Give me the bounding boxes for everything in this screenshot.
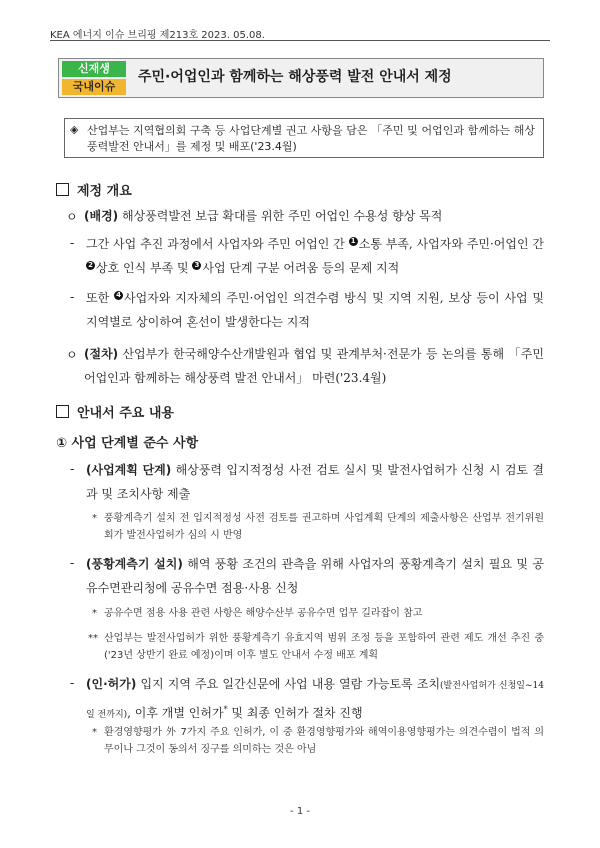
permit-note: 환경영향평가 外 7가지 주요 인허가, 이 중 환경영향평가와 해역이용영향평가는 의견수렴이 법적 의무이나 그것이 동의서 징구를 의미하는 것은 아님: [104, 727, 544, 755]
circled-number-icon: 3: [192, 261, 201, 270]
item-permits: (인·허가) 입지 지역 주요 일간신문에 사업 내용 열람 가능토록 조치(발전사업허가 신청일~14일 전까지), 이후 개별 인허가* 및 최종 인허가 절차 진행: [86, 677, 544, 720]
note-mark: *: [92, 608, 97, 619]
summary-box: [64, 118, 544, 158]
wind-note-2: 산업부는 발전사업허가 위한 풍황계측기 유효지역 범위 조정 등을 포함하여 관련 제도 개선 추진 중('23년 상반기 완료 예정)이며 이후 별도 안내서 수정 배포 계획: [104, 633, 544, 661]
section-heading-contents: 안내서 주요 내용: [56, 402, 174, 421]
dash-icon: -: [70, 462, 75, 476]
background-sub2: 또한 4 사업자와 지자체의 주민·어업인 의견수렴 방식 및 지역 지원, 보상 등이 사업 및 지역별로 상이하여 혼선이 발생한다는 지적: [86, 291, 544, 329]
category-tag: 신재생: [62, 61, 126, 77]
note-mark: *: [92, 513, 97, 524]
checkbox-square-icon: [56, 183, 69, 196]
procedure-paragraph: (절차) 산업부가 한국해양수산개발원과 협업 및 관계부처·전문가 등 논의를 통해 「주민 어업인과 함께하는 해상풍력 발전 안내서」 마련('23.4월): [84, 347, 544, 385]
item-planning-stage: (사업계획 단계) 해상풍력 입지적정성 사전 검토 실시 및 발전사업허가 신청 시 검토 결과 및 조치사항 제출: [86, 463, 544, 501]
header-divider: [50, 40, 550, 41]
item-wind-measurement: (풍황계측기 설치) 해역 풍황 조건의 관측을 위해 사업자의 풍황계측기 설치 필요 및 공유수면관리청에 공유수면 점용·사용 신청: [86, 557, 544, 595]
summary-text: 산업부는 지역협의회 구축 등 사업단계별 권고 사항을 담은 「주민 및 어업인과 함께하는 해상풍력발전 안내서」를 제정 및 배포('23.4월): [87, 124, 535, 153]
wind-note-1: 공유수면 점용 사용 관련 사항은 해양수산부 공유수면 업무 길라잡이 참고: [104, 608, 423, 619]
dash-icon: -: [70, 236, 75, 250]
header-text: KEA 에너지 이슈 브리핑 제213호 2023. 05.08.: [50, 30, 265, 41]
note-mark: **: [88, 633, 98, 644]
region-tag: 국내이슈: [62, 79, 126, 95]
page-number: - 1 -: [290, 806, 310, 817]
checkbox-square-icon: [56, 405, 69, 418]
circled-number-icon: 4: [114, 291, 123, 300]
circled-number-icon: 2: [86, 261, 95, 270]
background-sub1: 그간 사업 추진 과정에서 사업자와 주민 어업인 간 1 소통 부족, 사업자와 주민·어업인 간 2 상호 인식 부족 및 3 사업 단계 구분 어려움 등의 문제 지적: [86, 237, 544, 275]
planning-note: 풍황계측기 설치 전 입지적정성 사전 검토를 권고하며 사업계획 단계의 제출사항은 산업부 전기위원회가 발전사업허가 심의 시 반영: [104, 513, 544, 541]
dash-icon: -: [70, 676, 75, 690]
page-title: 주민·어업인과 함께하는 해상풍력 발전 안내서 제정: [138, 69, 452, 85]
dash-icon: -: [70, 290, 75, 304]
diamond-icon: ◈: [70, 123, 79, 136]
bullet-icon: ㅇ: [66, 210, 78, 224]
background-paragraph: (배경) 해상풍력발전 보급 확대를 위한 주민 어업인 수용성 향상 목적: [84, 209, 443, 223]
section-heading-overview: 제정 개요: [56, 180, 132, 199]
dash-icon: -: [70, 556, 75, 570]
bullet-icon: ㅇ: [66, 348, 78, 362]
sub-heading-stage-rules: ① 사업 단계별 준수 사항: [56, 436, 199, 451]
note-mark: *: [92, 727, 97, 738]
circled-number-icon: 1: [349, 237, 358, 246]
